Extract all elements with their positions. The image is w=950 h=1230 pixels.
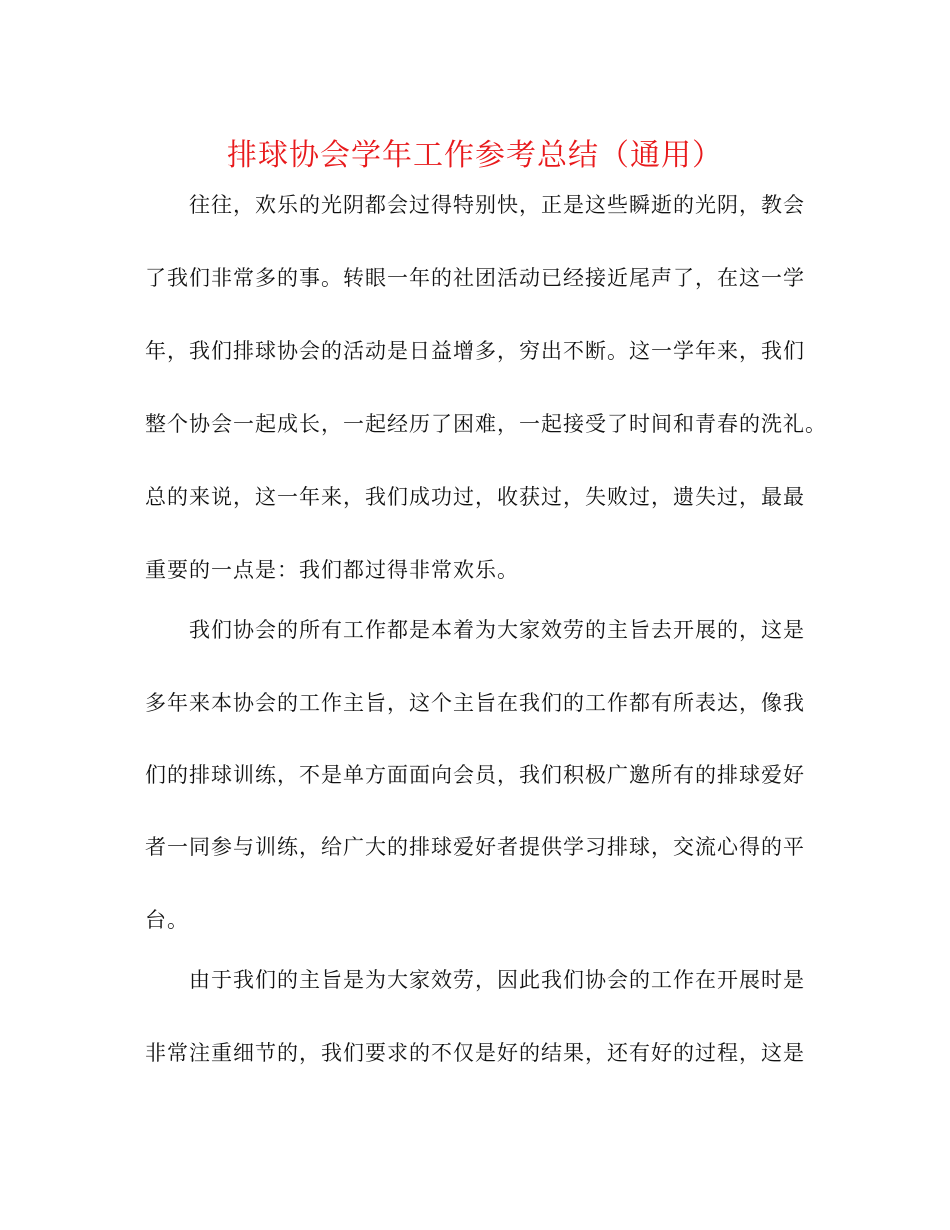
text-line: 总的来说，这一年来，我们成功过，收获过，失败过，遗失过，最最 bbox=[145, 485, 805, 509]
text-line: 年，我们排球协会的活动是日益增多，穷出不断。这一学年来，我们 bbox=[145, 339, 805, 363]
text-line: 整个协会一起成长，一起经历了困难，一起接受了时间和青春的洗礼。 bbox=[145, 412, 827, 436]
text-line: 非常注重细节的，我们要求的不仅是好的结果，还有好的过程，这是 bbox=[145, 1041, 805, 1065]
text-line: 我们协会的所有工作都是本着为大家效劳的主旨去开展的，这是 bbox=[145, 618, 805, 642]
text-line: 了我们非常多的事。转眼一年的社团活动已经接近尾声了，在这一学 bbox=[145, 266, 805, 290]
text-line: 者一同参与训练，给广大的排球爱好者提供学习排球，交流心得的平 bbox=[145, 835, 805, 859]
text-line: 台。 bbox=[145, 908, 189, 932]
document-title: 排球协会学年工作参考总结（通用） bbox=[227, 138, 723, 173]
text-line: 往往，欢乐的光阴都会过得特别快，正是这些瞬逝的光阴，教会 bbox=[145, 193, 805, 217]
text-line: 多年来本协会的工作主旨，这个主旨在我们的工作都有所表达，像我 bbox=[145, 691, 805, 715]
text-line: 们的排球训练，不是单方面面向会员，我们积极广邀所有的排球爱好 bbox=[145, 763, 805, 787]
text-line: 由于我们的主旨是为大家效劳，因此我们协会的工作在开展时是 bbox=[145, 968, 805, 992]
text-line: 重要的一点是：我们都过得非常欢乐。 bbox=[145, 558, 519, 582]
